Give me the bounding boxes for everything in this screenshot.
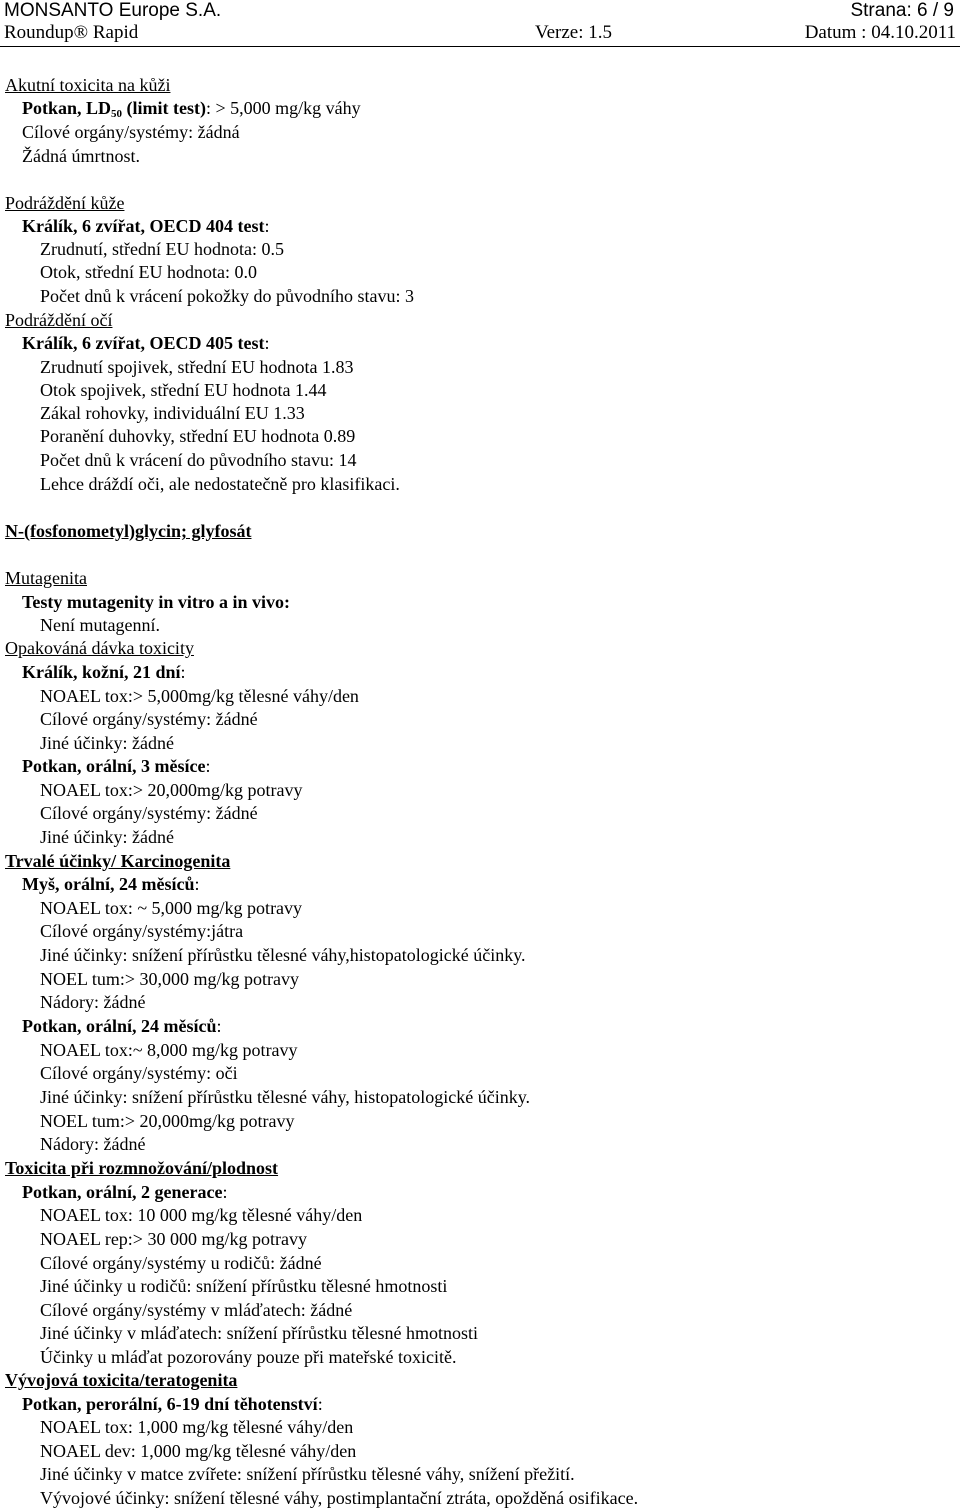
carcino-rat-colon: : (216, 1016, 222, 1036)
devel-maternal: Jiné účinky v matce zvířete: snížení přírůstku tělesné váhy, snížení přežití. (40, 1464, 575, 1484)
devel-rat-label: Potkan, perorální, 6-19 dní těhotenství (22, 1394, 318, 1414)
skin-edema: Otok, střední EU hodnota: 0.0 (40, 262, 257, 282)
substance-heading: N-(fosfonometyl)glycin; glyfosát (5, 521, 252, 541)
carcino-rat-noel: NOEL tum:> 20,000mg/kg potravy (40, 1111, 295, 1131)
carcino-mouse-noel: NOEL tum:> 30,000 mg/kg potravy (40, 969, 299, 989)
document-date: Datum : 04.10.2011 (804, 22, 956, 43)
repro-pup-note: Účinky u mláďat pozorovány pouze při mateřské toxicitě. (40, 1347, 457, 1367)
mutagen-result: Není mutagenní. (40, 615, 160, 635)
page-header-row-2 (0, 22, 960, 47)
repeated-rat-organs: Cílové orgány/systémy: žádné (40, 803, 258, 823)
eye-rabbit-line (22, 332, 269, 355)
skin-rabbit-line (22, 215, 269, 238)
repro-rat-line (22, 1181, 228, 1204)
repeated-rabbit-other: Jiné účinky: žádné (40, 733, 174, 753)
eye-iris: Poranění duhovky, střední EU hodnota 0.89 (40, 426, 356, 446)
skin-recovery-days: Počet dnů k vrácení pokožky do původního stavu: 3 (40, 286, 414, 306)
repro-noael-tox: NOAEL tox: 10 000 mg/kg tělesné váhy/den (40, 1205, 363, 1225)
company-name: MONSANTO Europe S.A. (4, 0, 222, 21)
section-heading-dermal: Akutní toxicita na kůži (5, 75, 171, 95)
repro-parent-organs: Cílové orgány/systémy u rodičů: žádné (40, 1253, 322, 1273)
repeated-rabbit-label: Králík, kožní, 21 dní (22, 662, 181, 682)
dermal-rat-line (22, 97, 361, 120)
repro-noael-rep: NOAEL rep:> 30 000 mg/kg potravy (40, 1229, 307, 1249)
eye-conj-edema: Otok spojivek, střední EU hodnota 1.44 (40, 380, 327, 400)
skin-rabbit-colon: : (264, 216, 270, 236)
carcino-rat-label: Potkan, orální, 24 měsíců (22, 1016, 217, 1036)
dermal-rat-test: (limit test) (122, 98, 206, 118)
product-name: Roundup® Rapid (4, 22, 139, 43)
devel-rat-line (22, 1393, 323, 1416)
dermal-mortality: Žádná úmrtnost. (22, 146, 140, 166)
devel-noael-tox: NOAEL tox: 1,000 mg/kg tělesné váhy/den (40, 1417, 354, 1437)
devel-rat-colon: : (317, 1394, 323, 1414)
eye-conclusion: Lehce dráždí oči, ale nedostatečně pro klasifikaci. (40, 474, 400, 494)
repro-pup-other: Jiné účinky v mláďatech: snížení přírůstku tělesné hmotnosti (40, 1323, 479, 1343)
dermal-organs: Cílové orgány/systémy: žádná (22, 122, 240, 142)
repeated-rat-line (22, 755, 211, 778)
repro-rat-label: Potkan, orální, 2 generace (22, 1182, 223, 1202)
dermal-rat-subscript: 50 (111, 108, 123, 120)
eye-rabbit-colon: : (264, 333, 270, 353)
repeated-rabbit-organs: Cílové orgány/systémy: žádné (40, 709, 258, 729)
mutagen-tests: Testy mutagenity in vitro a in vivo: (22, 592, 291, 612)
dermal-rat-prefix: Potkan, LD (22, 98, 112, 118)
document-version: Verze: 1.5 (535, 22, 613, 43)
repro-rat-colon: : (222, 1182, 228, 1202)
repeated-rabbit-line (22, 661, 186, 684)
carcino-rat-organs: Cílové orgány/systémy: oči (40, 1063, 238, 1083)
section-heading-mutagen: Mutagenita (5, 568, 87, 588)
devel-developmental: Vývojové účinky: snížení tělesné váhy, postimplantační ztráta, opožděná osifikace. (40, 1488, 639, 1508)
repro-parent-other: Jiné účinky u rodičů: snížení přírůstku tělesné hmotnosti (40, 1276, 448, 1296)
carcino-mouse-line (22, 873, 200, 896)
carcino-rat-line (22, 1015, 222, 1038)
skin-rabbit-label: Králík, 6 zvířat, OECD 404 test (22, 216, 265, 236)
carcino-mouse-other: Jiné účinky: snížení přírůstku tělesné váhy,histopatologické účinky. (40, 945, 526, 965)
repeated-rat-other: Jiné účinky: žádné (40, 827, 174, 847)
eye-cornea: Zákal rohovky, individuální EU 1.33 (40, 403, 305, 423)
section-heading-devel: Vývojová toxicita/teratogenita (5, 1370, 238, 1390)
carcino-rat-tumors: Nádory: žádné (40, 1134, 146, 1154)
section-heading-carcino: Trvalé účinky/ Karcinogenita (5, 851, 231, 871)
repeated-rat-colon: : (205, 756, 211, 776)
repeated-rat-noael: NOAEL tox:> 20,000mg/kg potravy (40, 780, 303, 800)
section-heading-skin: Podráždění kůže (5, 193, 125, 213)
repeated-rabbit-colon: : (180, 662, 186, 682)
eye-rabbit-label: Králík, 6 zvířat, OECD 405 test (22, 333, 265, 353)
carcino-mouse-label: Myš, orální, 24 měsíců (22, 874, 195, 894)
page-header-row-1 (0, 0, 960, 23)
carcino-rat-noael: NOAEL tox:~ 8,000 mg/kg potravy (40, 1040, 298, 1060)
repeated-rat-label: Potkan, orální, 3 měsíce (22, 756, 206, 776)
devel-noael-dev: NOAEL dev: 1,000 mg/kg tělesné váhy/den (40, 1441, 357, 1461)
section-heading-eye: Podráždění očí (5, 310, 113, 330)
page-number: Strana: 6 / 9 (850, 0, 954, 21)
skin-erythema: Zrudnutí, střední EU hodnota: 0.5 (40, 239, 284, 259)
section-heading-repro: Toxicita při rozmnožování/plodnost (5, 1158, 279, 1178)
carcino-mouse-organs: Cílové orgány/systémy:játra (40, 921, 244, 941)
section-heading-repeated: Opakováná dávka toxicity (5, 638, 194, 658)
carcino-mouse-noael: NOAEL tox: ~ 5,000 mg/kg potravy (40, 898, 303, 918)
eye-recovery-days: Počet dnů k vrácení do původního stavu: 14 (40, 450, 357, 470)
eye-conj-redness: Zrudnutí spojivek, střední EU hodnota 1.83 (40, 357, 354, 377)
repro-pup-organs: Cílové orgány/systémy v mláďatech: žádné (40, 1300, 353, 1320)
carcino-mouse-tumors: Nádory: žádné (40, 992, 146, 1012)
carcino-rat-other: Jiné účinky: snížení přírůstku tělesné váhy, histopatologické účinky. (40, 1087, 531, 1107)
repeated-rabbit-noael: NOAEL tox:> 5,000mg/kg tělesné váhy/den (40, 686, 359, 706)
carcino-mouse-colon: : (194, 874, 200, 894)
dermal-rat-value: : > 5,000 mg/kg váhy (205, 98, 361, 118)
